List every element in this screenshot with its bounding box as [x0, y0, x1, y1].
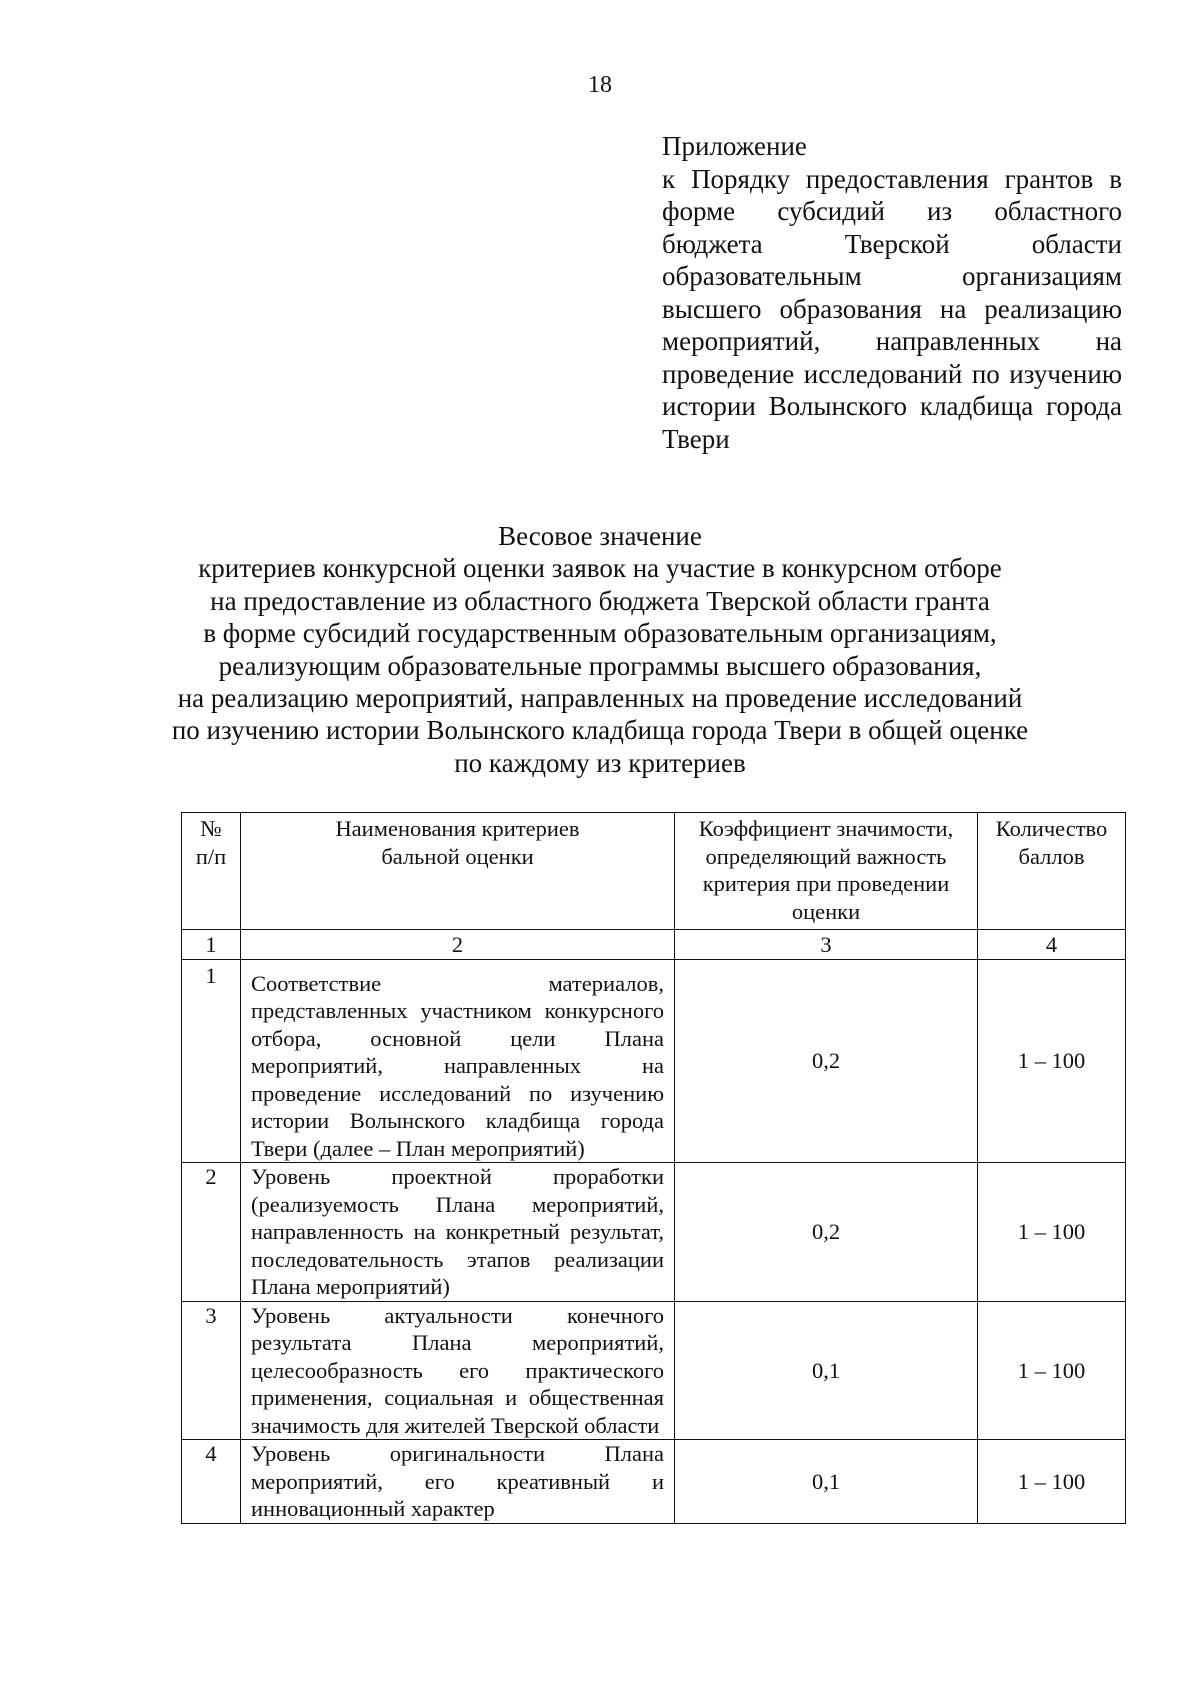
row-num: 2	[182, 1163, 241, 1302]
row-score: 1 – 100	[978, 1301, 1126, 1440]
row-coefficient: 0,2	[675, 959, 978, 1163]
document-title	[0, 520, 1200, 779]
row-num: 4	[182, 1440, 241, 1524]
table-row	[182, 1440, 1126, 1524]
title-line: на реализацию мероприятий, направленных на проведение исследований	[177, 683, 1023, 714]
table-row	[182, 959, 1126, 1163]
title-line: по каждому из критериев	[454, 747, 746, 778]
row-num: 3	[182, 1301, 241, 1440]
title-line: по изучению истории Волынского кладбища города Твери в общей оценке	[171, 715, 1029, 746]
title-line: реализующим образовательные программы высшего образования,	[218, 650, 982, 681]
column-number: 2	[241, 930, 675, 960]
row-num: 1	[182, 959, 241, 1163]
table-row	[182, 1301, 1126, 1440]
header-num: № п/п	[182, 813, 241, 930]
row-criterion: Уровень проектной проработки (реализуемость Плана мероприятий, направленность на конкретный результат, последовательность этапов реализации Плана мероприятий)	[241, 1163, 675, 1302]
table-header-row	[182, 813, 1126, 930]
column-number: 3	[675, 930, 978, 960]
row-score: 1 – 100	[978, 959, 1126, 1163]
column-number: 4	[978, 930, 1126, 960]
row-criterion: Соответствие материалов, представленных участником конкурсного отбора, основной цели Плана мероприятий, направленных на проведение исследований по изучению истории Волынского кладбища города Твери (далее – План мероприятий)	[241, 959, 675, 1163]
header-coef: Коэффициент значимости, определяющий важность критерия при проведении оценки	[675, 813, 978, 930]
header-name: Наименования критериев бальной оценки	[241, 813, 675, 930]
title-line: критериев конкурсной оценки заявок на участие в конкурсном отборе	[198, 553, 1002, 584]
row-score: 1 – 100	[978, 1440, 1126, 1524]
appendix-block	[662, 130, 1122, 455]
row-coefficient: 0,2	[675, 1163, 978, 1302]
header-score: Количество баллов	[978, 813, 1126, 930]
row-coefficient: 0,1	[675, 1440, 978, 1524]
table-row	[182, 1163, 1126, 1302]
title-line: в форме субсидий государственным образовательным организациям,	[203, 618, 997, 649]
row-coefficient: 0,1	[675, 1301, 978, 1440]
criteria-table	[181, 812, 1126, 1524]
column-numbers-row	[182, 930, 1126, 960]
appendix-label: Приложение	[662, 131, 807, 161]
page-number: 18	[588, 72, 612, 98]
appendix-text: к Порядку предоставления грантов в форме субсидий из областного бюджета Тверской области образовательным организациям высшего образования на реализацию мероприятий, направленных на проведение исследований по изучению истории Волынского кладбища города Твери	[662, 163, 1122, 454]
row-score: 1 – 100	[978, 1163, 1126, 1302]
column-number: 1	[182, 930, 241, 960]
row-criterion: Уровень оригинальности Плана мероприятий, его креативный и инновационный характер	[241, 1440, 675, 1524]
row-criterion: Уровень актуальности конечного результата Плана мероприятий, целесообразность его практического применения, социальная и общественная значимость для жителей Тверской области	[241, 1301, 675, 1440]
title-line: Весовое значение	[498, 521, 702, 551]
title-line: на предоставление из областного бюджета Тверской области гранта	[210, 585, 990, 616]
